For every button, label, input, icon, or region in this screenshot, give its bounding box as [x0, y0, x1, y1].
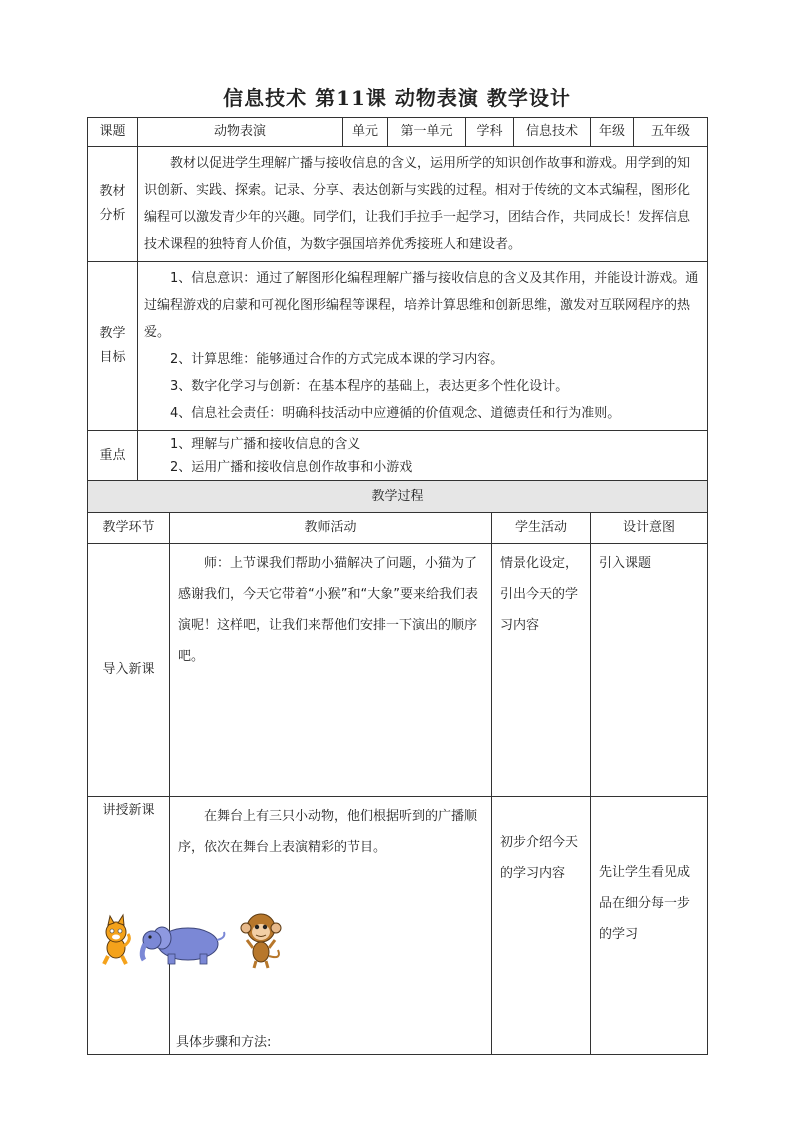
subject-label: 学科 [466, 118, 514, 147]
key-point-item: 1、理解与广播和接收信息的含义 [170, 437, 361, 452]
unit-value: 第一单元 [388, 118, 466, 147]
goal-item: 3、数字化学习与创新：在基本程序的基础上，表达更多个性化设计。 [170, 379, 569, 394]
column-header: 教师活动 [170, 513, 492, 544]
stage-cell: 导入新课 [88, 544, 170, 797]
header-row [88, 118, 708, 147]
steps-text: 具体步骤和方法: [176, 1034, 272, 1050]
key-points-label: 重点 [88, 431, 138, 482]
analysis-label: 教材 分析 [88, 147, 138, 262]
goals-row [88, 262, 708, 431]
unit-label: 单元 [343, 118, 388, 147]
grade-value: 五年级 [634, 118, 708, 147]
key-point-item: 2、运用广播和接收信息创作故事和小游戏 [170, 460, 413, 475]
teacher-activity-cell: 师：上节课我们帮助小猫解决了问题，小猫为了感谢我们，今天它带着“小猴”和“大象”要来给我们表演呢！这样吧，让我们来帮他们安排一下演出的顺序吧。 [170, 544, 492, 797]
column-header: 学生活动 [492, 513, 591, 544]
key-points-list [138, 431, 708, 482]
goal-item: 2、计算思维：能够通过合作的方式完成本课的学习内容。 [170, 352, 504, 367]
monkey-sprite-icon [241, 914, 281, 968]
analysis-text: 教材以促进学生理解广播与接收信息的含义，运用所学的知识创作故事和游戏。用学到的知识创新、实践、探索。记录、分享、表达创新与实践的过程。相对于传统的文本式编程，图形化编程可以激发青少年的兴趣。同学们，让我们手拉手一起学习，团结合作，共同成长！发挥信息技术课程的独特育人价值，为数字强国培养优秀接班人和建设者。 [138, 147, 708, 262]
elephant-sprite-icon [142, 927, 224, 964]
design-intent-cell: 先让学生看见成品在细分每一步的学习 [591, 797, 708, 1055]
design-intent-cell: 引入课题 [591, 544, 708, 797]
subject-value: 信息技术 [514, 118, 591, 147]
analysis-row [88, 147, 708, 262]
student-activity-cell: 初步介绍今天的学习内容 [492, 797, 591, 1055]
lesson-info-table [87, 117, 708, 510]
cat-sprite-icon [104, 915, 129, 964]
process-columns-row [88, 513, 708, 544]
key-points-row [88, 431, 708, 482]
process-row-intro [88, 544, 708, 797]
animal-sprites-image [96, 910, 296, 970]
goal-item: 1、信息意识：通过了解图形化编程理解广播与接收信息的含义及其作用，并能设计游戏。通过编程游戏的启蒙和可视化图形编程等课程，培养计算思维和创新思维，激发对互联网程序的热爱。 [144, 271, 699, 340]
column-header: 教学环节 [88, 513, 170, 544]
process-header: 教学过程 [88, 481, 708, 513]
stage-cell: 讲授新课 [88, 797, 170, 1055]
goal-item: 4、信息社会责任：明确科技活动中应遵循的价值观念、道德责任和行为准则。 [170, 406, 621, 421]
topic-value: 动物表演 [138, 118, 343, 147]
column-header: 设计意图 [591, 513, 708, 544]
teacher-activity-cell: 在舞台上有三只小动物，他们根据听到的广播顺序，依次在舞台上表演精彩的节目。 具体步骤和方法: [170, 797, 492, 1055]
goals-label: 教学 目标 [88, 262, 138, 431]
document-title: 信息技术 第11课 动物表演 教学设计 [223, 86, 571, 110]
process-header-row [88, 481, 708, 513]
goals-list [138, 262, 708, 431]
topic-label: 课题 [88, 118, 138, 147]
student-activity-cell: 情景化设定，引出今天的学习内容 [492, 544, 591, 797]
grade-label: 年级 [591, 118, 634, 147]
